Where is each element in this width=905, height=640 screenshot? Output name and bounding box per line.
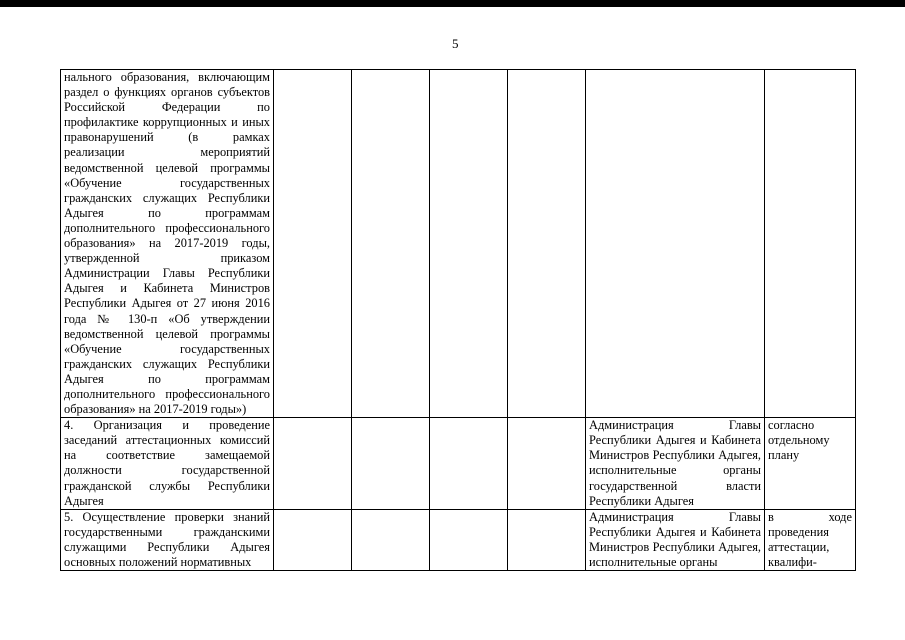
top-border-bar bbox=[0, 0, 905, 7]
term-cell bbox=[765, 70, 856, 418]
empty-cell bbox=[508, 509, 586, 570]
table-row bbox=[61, 418, 856, 510]
empty-cell bbox=[508, 70, 586, 418]
executor-cell: Администрация Главы Республики Адыгея и Кабинета Министров Республики Адыгея, исполнительные органы государственной власти Республики Адыгея bbox=[586, 418, 765, 510]
term-cell: в ходе проведения аттестации, квалифи- bbox=[765, 509, 856, 570]
empty-cell bbox=[430, 418, 508, 510]
activity-cell: 5. Осуществление проверки знаний государственными гражданскими служащими Республики Адыгея основных положений нормативных bbox=[61, 509, 274, 570]
executor-cell: Администрация Главы Республики Адыгея и Кабинета Министров Республики Адыгея, исполнительные органы bbox=[586, 509, 765, 570]
term-cell: согласно отдельному плану bbox=[765, 418, 856, 510]
plan-table bbox=[60, 69, 856, 571]
empty-cell bbox=[430, 509, 508, 570]
table-row bbox=[61, 509, 856, 570]
activity-cell: 4. Организация и проведение заседаний аттестационных комиссий на соответствие замещаемой должности государственной гражданской службы Республики Адыгея bbox=[61, 418, 274, 510]
page-number: 5 bbox=[452, 36, 459, 51]
empty-cell bbox=[430, 70, 508, 418]
executor-cell bbox=[586, 70, 765, 418]
empty-cell bbox=[274, 70, 352, 418]
activity-cell: нального образования, включающим раздел о функциях органов субъектов Российской Федерации по профилактике коррупционных и иных правонарушений (в рамках реализации мероприятий ведомственной целевой программы «Обучение государственных гражданских служащих Республики Адыгея по программам дополнительного профессионального образования» на 2017-2019 годы, утвержденной приказом Администрации Главы Республики Адыгея и Кабинета Министров Республики Адыгея от 27 июня 2016 года № 130-п «Об утверждении ведомственной целевой программы «Обучение государственных гражданских служащих Республики Адыгея по программам дополнительного профессионального образования» на 2017-2019 годы») bbox=[61, 70, 274, 418]
empty-cell bbox=[352, 70, 430, 418]
empty-cell bbox=[274, 418, 352, 510]
empty-cell bbox=[352, 509, 430, 570]
empty-cell bbox=[274, 509, 352, 570]
empty-cell bbox=[352, 418, 430, 510]
empty-cell bbox=[508, 418, 586, 510]
table-row bbox=[61, 70, 856, 418]
